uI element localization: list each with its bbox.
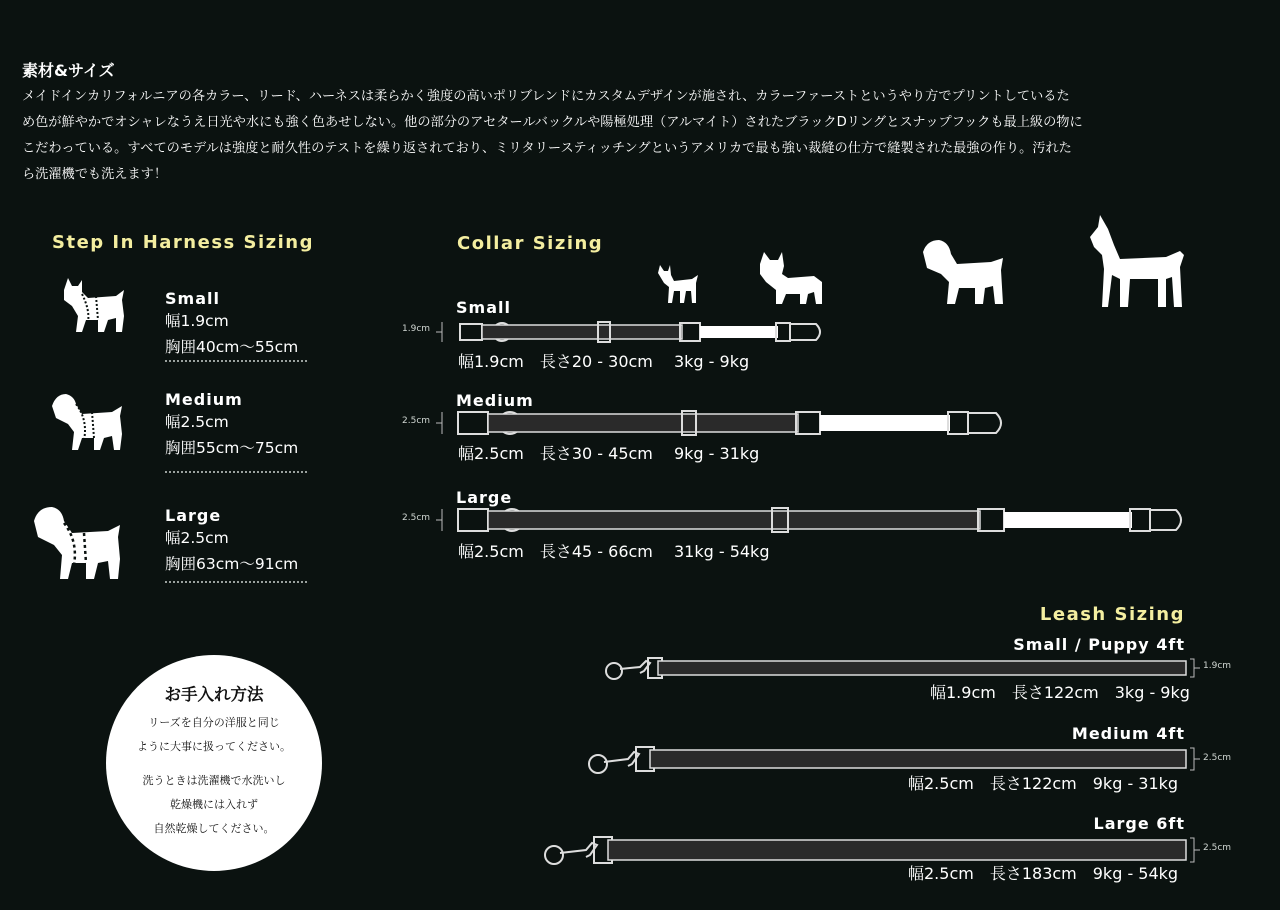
harness-size-name: Medium — [165, 390, 243, 409]
divider — [165, 581, 307, 583]
harness-chest: 胸囲55cm～75cm — [165, 439, 299, 457]
leash-spec: 幅2.5cm 長さ122cm 9kg - 31kg — [908, 774, 1179, 793]
harness-width: 幅2.5cm — [165, 529, 229, 547]
leash-width-label: 2.5cm — [1203, 843, 1232, 853]
harness-section-title: Step In Harness Sizing — [52, 232, 314, 253]
care-instructions-circle — [106, 655, 322, 871]
divider — [165, 471, 307, 473]
harness-width: 幅1.9cm — [165, 312, 229, 330]
collar-medium-diagram — [440, 408, 1010, 438]
chihuahua-silhouette-icon — [656, 265, 700, 305]
leash-spec: 幅2.5cm 長さ183cm 9kg - 54kg — [908, 864, 1179, 883]
harness-size-name: Large — [165, 506, 222, 525]
collar-small-diagram — [440, 318, 830, 346]
intro-body — [22, 84, 1237, 188]
intro-line: ら洗濯機でも洗えます！ — [22, 167, 168, 182]
intro-line: メイドインカリフォルニアの各カラー、リード、ハーネスは柔らかく強度の高いポリブレンドにカスタムデザインが施され、カラーファーストというやり方でプリントしているた — [22, 89, 1070, 104]
leash-spec: 幅1.9cm 長さ122cm 3kg - 9kg — [930, 683, 1190, 702]
large-dog-harness-icon — [30, 503, 126, 581]
intro-line: め色が鮮やかでオシャレなうえ日光や水にも強く色あせしない。他の部分のアセタールバックルや陽極処理（アルマイト）されたブラックDリングとスナップフックも最上級の物に — [22, 115, 1083, 130]
collar-spec: 幅2.5cm 長さ30 - 45cm 9kg - 31kg — [458, 444, 760, 463]
leash-width-label: 2.5cm — [1203, 753, 1232, 763]
harness-item-small — [165, 289, 307, 362]
care-line: リーズを自分の洋服と同じ — [148, 716, 280, 729]
leash-size-name: Small / Puppy 4ft — [1013, 635, 1185, 654]
intro-title: 素材&サイズ — [22, 61, 115, 80]
leash-section-title: Leash Sizing — [1039, 604, 1185, 625]
collar-width-label: 1.9cm — [402, 324, 431, 334]
great-dane-silhouette-icon — [1088, 215, 1186, 309]
collar-section-title: Collar Sizing — [457, 233, 604, 254]
care-line: ように大事に扱ってください。 — [137, 740, 291, 753]
care-title: お手入れ方法 — [164, 685, 264, 704]
collar-width-label: 2.5cm — [402, 513, 431, 523]
harness-width: 幅2.5cm — [165, 413, 229, 431]
collar-size-name: Medium — [456, 391, 534, 410]
care-line: 洗うときは洗濯機で水洗いし — [142, 774, 286, 787]
harness-chest: 胸囲63cm～91cm — [165, 555, 299, 573]
care-line-spacer — [106, 759, 322, 769]
leash-width-label: 1.9cm — [1203, 661, 1232, 671]
collar-size-name: Small — [456, 298, 511, 317]
collar-size-name: Large — [456, 488, 513, 507]
harness-item-large — [165, 506, 307, 583]
divider — [165, 360, 307, 362]
care-line: 乾燥機には入れず — [170, 798, 258, 811]
harness-chest: 胸囲40cm～55cm — [165, 338, 299, 356]
collar-spec: 幅2.5cm 長さ45 - 66cm 31kg - 54kg — [458, 542, 770, 561]
harness-size-name: Small — [165, 289, 220, 308]
rottweiler-silhouette-icon — [921, 238, 1005, 306]
intro-line: こだわっている。すべてのモデルは強度と耐久性のテストを繰り返されており、ミリタリースティッチングというアメリカで最も強い裁縫の仕方で縫製された最強の作り。汚れた — [22, 141, 1072, 156]
medium-dog-harness-icon — [48, 390, 128, 452]
bulldog-silhouette-icon — [758, 252, 824, 306]
harness-item-medium — [165, 390, 307, 473]
collar-large-diagram — [440, 505, 1190, 535]
care-line: 自然乾燥してください。 — [153, 822, 275, 835]
collar-width-label: 2.5cm — [402, 416, 431, 426]
small-dog-harness-icon — [58, 276, 130, 334]
leash-size-name: Large 6ft — [1093, 814, 1185, 833]
leash-small-diagram — [602, 655, 1202, 683]
collar-spec: 幅1.9cm 長さ20 - 30cm 3kg - 9kg — [458, 352, 750, 371]
leash-size-name: Medium 4ft — [1071, 724, 1185, 743]
